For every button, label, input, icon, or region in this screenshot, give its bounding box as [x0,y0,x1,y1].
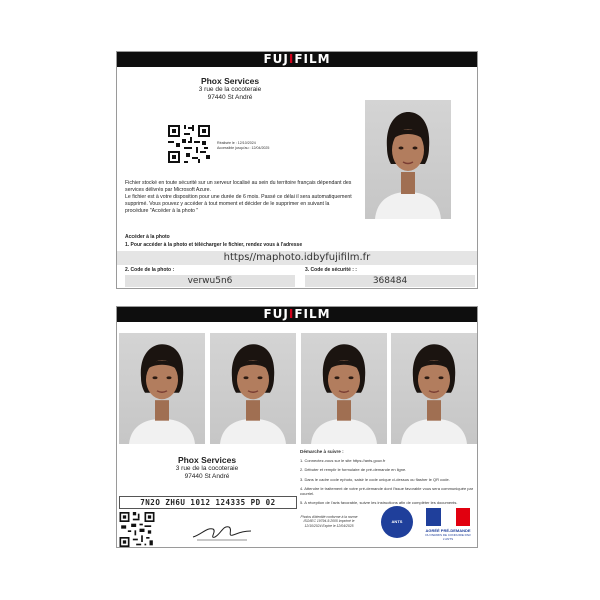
fujifilm-logo: FUJIFILM [263,307,331,321]
fujifilm-logo: FUJIFILM [263,52,331,66]
storage-text-2: Le fichier est à votre disposition pour une durée de 6 mois. Passé ce délai il sera automatiquement supprimé. Vous pouvez y accéder à tout moment et décider de le supprimer en suivant la procédure "Accéder à la photo " [125,194,352,214]
step-5: 5. A réception de l'avis favorable, suivre les instructions afin de compléter les documents. [300,500,458,506]
procedure-steps [300,449,475,509]
french-flag-icon [426,508,470,526]
portrait-icon [119,333,205,444]
access-title: Accéder à la photo [125,234,170,240]
realised-date: Réalisée le : 12/10/2024 [217,141,256,145]
agree-subtitle: DU PERMIS DE CONDUIRE PAR L'ANTS [425,533,471,541]
portrait-icon [365,100,451,219]
portrait-photo [365,100,451,219]
storage-text-1: Fichier stocké en toute sécurité sur un serveur localisé au sein du territoire français dépendant des services délivrés par Microsoft Azure. [125,180,352,193]
photo-code-value: verwu5n6 [125,275,295,287]
security-code-label: 3. Code de sécurité : : [305,267,357,273]
accessible-date: Accessible jusqu'au : 12/04/2025 [217,146,270,150]
fujifilm-brand-bar [117,307,477,322]
ephoto-code: 7N2O ZH6U 1012 124335 PD 02 [119,496,297,509]
agree-logo [420,508,476,546]
dates-info [217,141,297,151]
photo-access-card [116,51,478,289]
photo-url[interactable]: https//maphoto.idbyfujifilm.fr [117,251,477,265]
storage-info [125,180,353,215]
conformity-note: Photos d'identité conforme à la norme ISO/IEC 19794-5:2005 Imprimé le 12/10/2024 Expire le 12/04/2025 [300,515,358,528]
fujifilm-brand-bar [117,52,477,67]
steps-title: Démarche à suivre : [300,449,344,454]
signature [189,519,255,543]
shop-address-line1: 3 rue de la cocoteraie [198,86,262,93]
shop-name: Phox Services [177,455,237,465]
security-code-value: 368484 [305,275,475,287]
portrait-icon [391,333,477,444]
photo-code-label: 2. Code de la photo : [125,267,175,273]
signature-icon [189,519,255,543]
id-photo-3 [301,333,387,444]
id-photo-sheet [116,306,478,548]
shop-address-line2: 97440 St André [207,94,253,101]
ants-logo [381,506,413,538]
id-photo-2 [210,333,296,444]
shop-address-line2: 97440 St André [184,473,230,480]
step-2: 2. Débuter et remplir le formulaire de pré-demande en ligne. [300,467,407,473]
shop-info [152,455,262,481]
shop-address-line1: 3 rue de la cocoteraie [175,465,239,472]
step-3: 3. Dans le cadre code ephoto, saisir le code unique ci-dessus ou flasher le QR code. [300,476,450,482]
portrait-icon [301,333,387,444]
qr-code[interactable] [166,123,212,165]
shop-name: Phox Services [200,76,260,86]
ants-logo-text: ANTS [391,519,403,524]
step-1: 1. Connectez-vous sur le site https://ants.gouv.fr [300,458,386,464]
access-step1: 1. Pour accéder à la photo et télécharger le fichier, rendez vous à l'adresse [125,242,303,248]
qr-code[interactable] [119,512,155,547]
step-4: 4. Attendre le traitement de votre pré-demande dont l'issue favorable vous sera communiquée par courriel. [300,485,474,497]
shop-info [175,76,285,102]
id-photo-4 [391,333,477,444]
portrait-icon [210,333,296,444]
id-photo-1 [119,333,205,444]
agree-title: AGRÉÉ PRÉ-DEMANDE [425,528,471,533]
